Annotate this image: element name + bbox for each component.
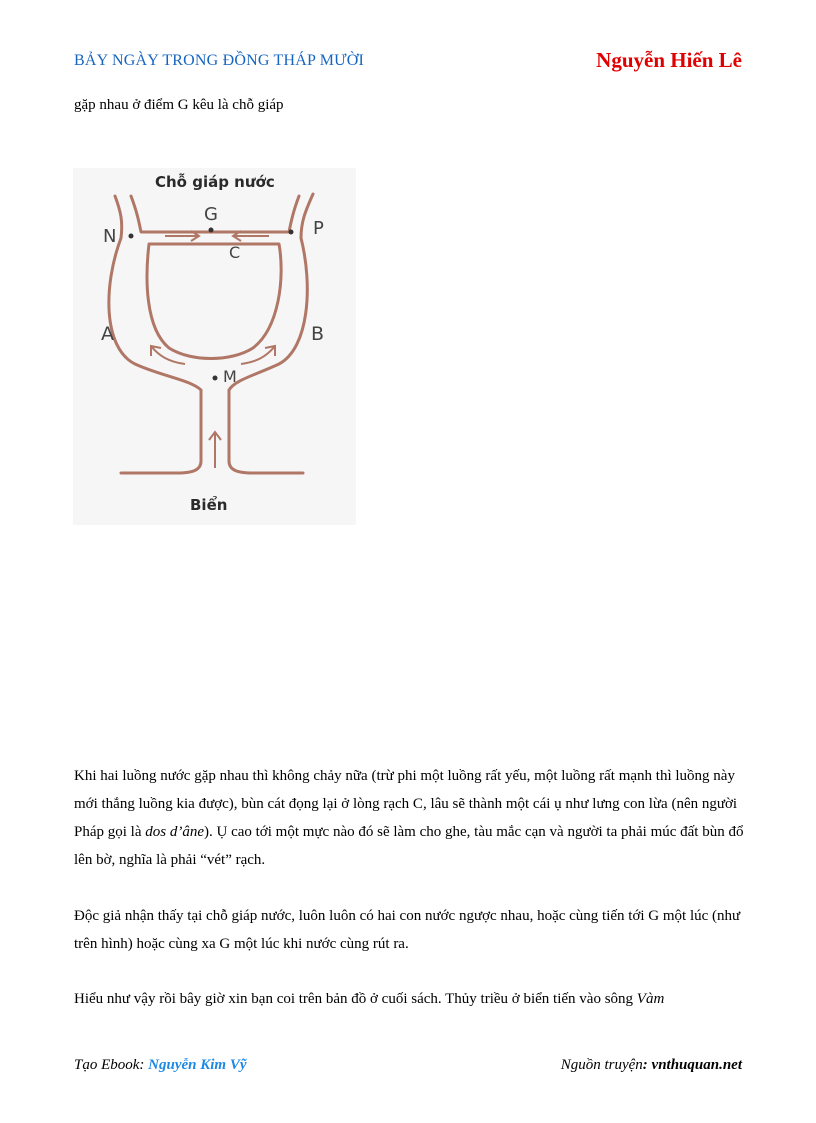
label-bien: Biển	[190, 496, 228, 514]
book-title: BẢY NGÀY TRONG ĐỒNG THÁP MƯỜI	[74, 52, 365, 69]
label-C: C	[229, 243, 241, 262]
source-site-link[interactable]: vnthuquan.net	[651, 1057, 742, 1073]
ebook-author-link[interactable]: Nguyễn Kim Vỹ	[148, 1057, 247, 1073]
intro-text: gặp nhau ở điểm G kêu là chỗ giáp	[74, 97, 284, 113]
paragraph-1-emphasis: dos d’âne	[145, 824, 204, 840]
label-A: A	[101, 323, 114, 345]
label-M: M	[223, 367, 237, 386]
label-B: B	[311, 323, 325, 345]
author-name: Nguyễn Hiến Lê	[596, 48, 742, 72]
footer-source: Nguồn truyện: vnthuquan.net	[560, 1057, 742, 1073]
canal-diagram	[73, 168, 356, 525]
figure-title: Chỗ giáp nước	[155, 173, 275, 191]
paragraph-1: Khi hai luồng nước gặp nhau thì không chảy nữa (trừ phi một luồng rất yếu, một luồng rất mạnh thì luồng này mới thắng luồng kia được), bùn cát đọng lại ở lòng rạch C, lâu sẽ thành một cái ụ như lưng con lừa (nên người Pháp gọi là dos d’âne). Ụ cao tới một mực nào đó sẽ làm cho ghe, tàu mắc cạn và người ta phải múc đất bùn đổ lên bờ, nghĩa là phải “vét” rạch.	[74, 768, 744, 868]
label-P: P	[313, 218, 324, 239]
label-G: G	[204, 204, 218, 225]
paragraph-2: Độc giả nhận thấy tại chỗ giáp nước, luôn luôn có hai con nước ngược nhau, hoặc cùng tiến tới G một lúc (như trên hình) hoặc cùng xa G một lúc khi nước cùng rút ra.	[74, 908, 741, 952]
paragraph-3-emphasis: Vàm	[636, 991, 665, 1007]
paragraph-3: Hiểu như vậy rồi bây giờ xin bạn coi trên bản đồ ở cuối sách. Thủy triều ở biển tiến vào sông Vàm	[74, 991, 665, 1007]
footer-ebook-credit: Tạo Ebook: Nguyễn Kim Vỹ	[74, 1057, 247, 1073]
label-N: N	[103, 226, 117, 247]
canal-outline	[109, 194, 313, 473]
